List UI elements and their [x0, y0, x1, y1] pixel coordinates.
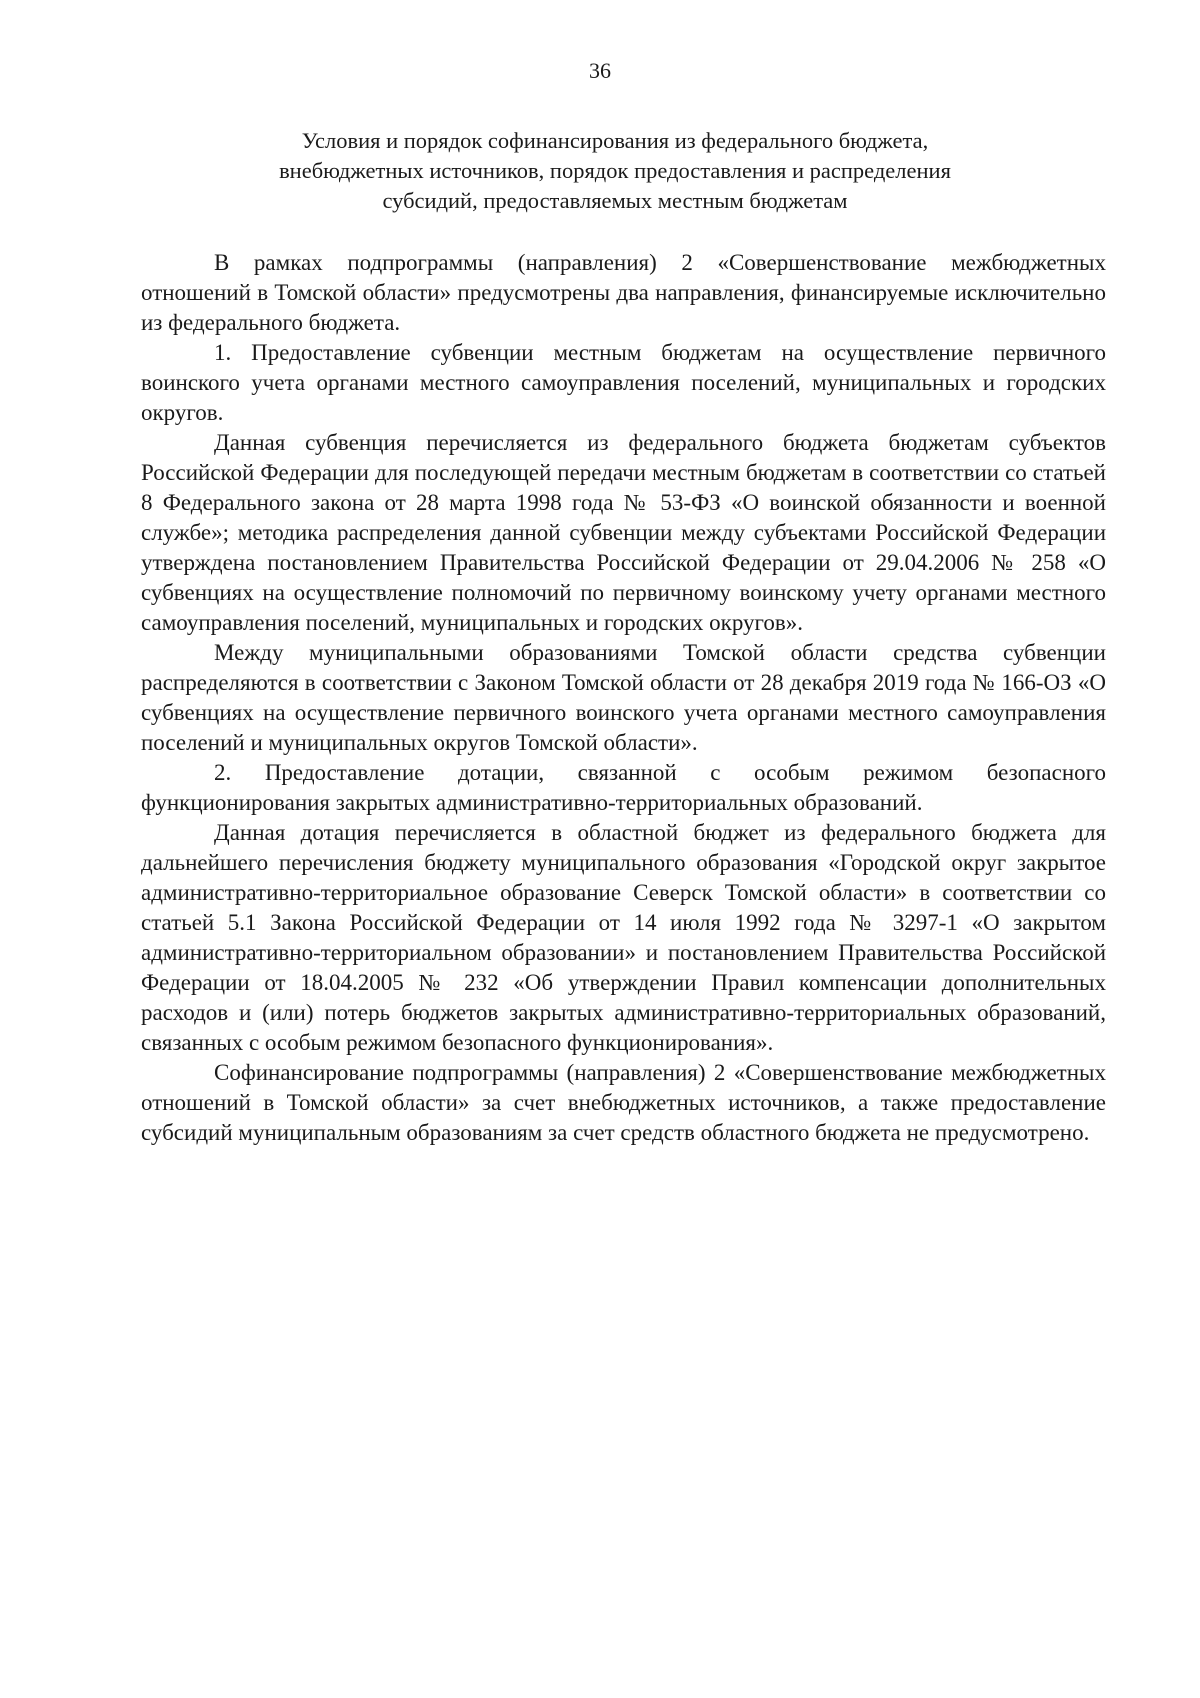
paragraph-dotation-description: Данная дотация перечисляется в областной бюджет из федерального бюджета для дальнейшего перечисления бюджету муниципального образования «Городской округ закрытое административно-территориальное образование Северск Томской области» в соответствии со статьей 5.1 Закона Российской Федерации от 14 июля 1992 года № 3297-1 «О закрытом административно-территориальном образовании» и постановлением Правительства Российской Федерации от 18.04.2005 № 232 «Об утверждении Правил компенсации дополнительных расходов и (или) потерь бюджетов закрытых административно-территориальных образований, связанных с особым режимом безопасного функционирования». — [141, 820, 1106, 1055]
paragraph-subvention-distribution: Между муниципальными образованиями Томской области средства субвенции распределяются в соответствии с Законом Томской области от 28 декабря 2019 года № 166-ОЗ «О субвенциях на осуществление первичного воинского учета органами местного самоуправления поселений и муниципальных округов Томской области». — [141, 640, 1106, 755]
paragraph-subvention-description: Данная субвенция перечисляется из федерального бюджета бюджетам субъектов Российской Федерации для последующей передачи местным бюджетам в соответствии со статьей 8 Федерального закона от 28 марта 1998 года № 53-ФЗ «О воинской обязанности и военной службе»; методика распределения данной субвенции между субъектами Российской Федерации утверждена постановлением Правительства Российской Федерации от 29.04.2006 № 258 «О субвенциях на осуществление полномочий по первичному воинскому учету органами местного самоуправления поселений, муниципальных и городских округов». — [141, 430, 1106, 635]
section-title-line-2: внебюджетных источников, порядок предоставления и распределения — [279, 158, 951, 183]
section-title-line-1: Условия и порядок софинансирования из федерального бюджета, — [301, 128, 929, 153]
paragraph-cofinancing: Софинансирование подпрограммы (направления) 2 «Совершенствование межбюджетных отношений в Томской области» за счет внебюджетных источников, а также предоставление субсидий муниципальным образованиям за счет средств областного бюджета не предусмотрено. — [141, 1060, 1106, 1145]
document-body — [141, 248, 1106, 1148]
section-title-line-3: субсидий, предоставляемых местным бюджетам — [382, 188, 848, 213]
paragraph-intro: В рамках подпрограммы (направления) 2 «Совершенствование межбюджетных отношений в Томской области» предусмотрены два направления, финансируемые исключительно из федерального бюджета. — [141, 250, 1106, 335]
section-title — [140, 126, 1090, 216]
paragraph-item-2: 2. Предоставление дотации, связанной с особым режимом безопасного функционирования закрытых административно-территориальных образований. — [141, 760, 1106, 815]
page-number: 36 — [589, 58, 611, 83]
paragraph-item-1: 1. Предоставление субвенции местным бюджетам на осуществление первичного воинского учета органами местного самоуправления поселений, муниципальных и городских округов. — [141, 340, 1106, 425]
